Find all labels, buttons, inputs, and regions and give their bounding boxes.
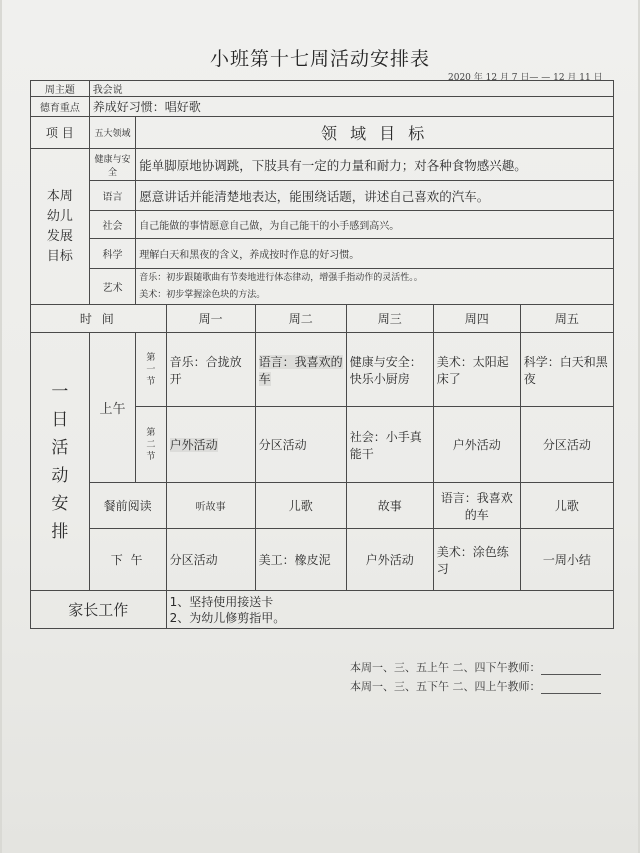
activity-cell: 分区活动: [520, 407, 613, 483]
parent-work-item: 2、为幼儿修剪指甲。: [169, 610, 286, 625]
moral-focus-row: [31, 97, 614, 117]
five-domains-label: 五大领域: [89, 117, 136, 149]
domain-goal: 愿意讲话并能清楚地表达，能围绕话题，讲述自己喜欢的汽车。: [136, 181, 614, 211]
art-goal-music: 音乐：初步跟随歌曲有节奏地进行体态律动，增强手指动作的灵活性。。: [139, 272, 423, 283]
domain-row: [31, 149, 614, 181]
day-label: 一日活动安排: [51, 381, 69, 542]
parent-work-label: 家长工作: [31, 591, 167, 629]
activity-cell: 美术：太阳起床了: [433, 333, 520, 407]
parent-work-items: [166, 591, 613, 629]
activity-cell: 户外活动: [166, 407, 255, 483]
activity-cell: 户外活动: [346, 529, 433, 591]
domain-goal: 能单脚原地协调跳，下肢具有一定的力量和耐力；对各种食物感兴趣。: [136, 149, 614, 181]
week-theme-label: 周主题: [31, 81, 90, 97]
activity-cell: 科学：白天和黑夜: [520, 333, 613, 407]
session2-label: 第二节: [136, 407, 166, 483]
date-range: 2020 年 12 月 7 日— — 12 月 11 日: [448, 73, 603, 83]
domain-name: 艺术: [89, 269, 136, 305]
domain-row: [31, 239, 614, 269]
parent-work-row: [31, 591, 614, 629]
domain-goal: 自己能做的事情愿意自己做，为自己能干的小手感到高兴。: [136, 211, 614, 239]
domain-goal: [136, 269, 614, 305]
morning-label: 上午: [89, 333, 136, 483]
activity-cell: 故事: [346, 483, 433, 529]
domain-name: 科学: [89, 239, 136, 269]
moral-focus-value: 养成好习惯：唱好歌: [89, 97, 613, 117]
day-label-cell: [31, 333, 90, 591]
domain-row: [31, 269, 614, 305]
afternoon-label: 下 午: [89, 529, 166, 591]
activity-cell: 健康与安全：快乐小厨房: [346, 333, 433, 407]
activity-cell: 儿歌: [255, 483, 346, 529]
activity-cell: 分区活动: [255, 407, 346, 483]
premeal-row: [31, 483, 614, 529]
footer-line-2: 本周一、三、五下午 二、四上午教师：: [350, 678, 601, 694]
weekday-header: 周一: [166, 305, 255, 333]
domain-goal-label: 领 域 目 标: [136, 117, 614, 149]
domain-goal: 理解白天和黑夜的含义，养成按时作息的好习惯。: [136, 239, 614, 269]
session1-label: 第一节: [136, 333, 166, 407]
moral-focus-label: 德育重点: [31, 97, 90, 117]
activity-cell: 听故事: [166, 483, 255, 529]
session1-row: [31, 333, 614, 407]
activity-cell: 一周小结: [520, 529, 613, 591]
week-theme-row: [31, 81, 614, 97]
activity-cell: 户外活动: [433, 407, 520, 483]
weekday-header-row: [31, 305, 614, 333]
weekday-header: 周三: [346, 305, 433, 333]
schedule-table: [30, 80, 614, 629]
activity-cell: 音乐：合拢放开: [166, 333, 255, 407]
domain-row: [31, 181, 614, 211]
time-label: 时 间: [31, 305, 167, 333]
weekday-header: 周五: [520, 305, 613, 333]
weekday-header: 周二: [255, 305, 346, 333]
parent-work-item: 1、坚持使用接送卡: [169, 594, 274, 609]
goals-row-label: 本周幼儿发展目标: [31, 149, 90, 305]
item-label: 项 目: [31, 117, 90, 149]
activity-cell: 美术：涂色练习: [433, 529, 520, 591]
domain-header-row: [31, 117, 614, 149]
activity-cell: 美工：橡皮泥: [255, 529, 346, 591]
domain-name: 社会: [89, 211, 136, 239]
domain-row: [31, 211, 614, 239]
domain-name: 语言: [89, 181, 136, 211]
premeal-label: 餐前阅读: [89, 483, 166, 529]
domain-name: 健康与安全: [89, 149, 136, 181]
activity-cell: 社会：小手真能干: [346, 407, 433, 483]
activity-cell: 语言：我喜欢的车: [255, 333, 346, 407]
page-title: 小班第十七周活动安排表: [209, 48, 430, 70]
art-goal-painting: 美术：初步掌握涂色块的方法。: [139, 289, 266, 300]
afternoon-row: [31, 529, 614, 591]
week-theme-value: 我会说: [89, 81, 613, 97]
activity-cell: 分区活动: [166, 529, 255, 591]
footer-line-1: 本周一、三、五上午 二、四下午教师：: [350, 659, 601, 675]
activity-cell: 儿歌: [520, 483, 613, 529]
activity-cell: 语言：我喜欢的车: [433, 483, 520, 529]
weekday-header: 周四: [433, 305, 520, 333]
